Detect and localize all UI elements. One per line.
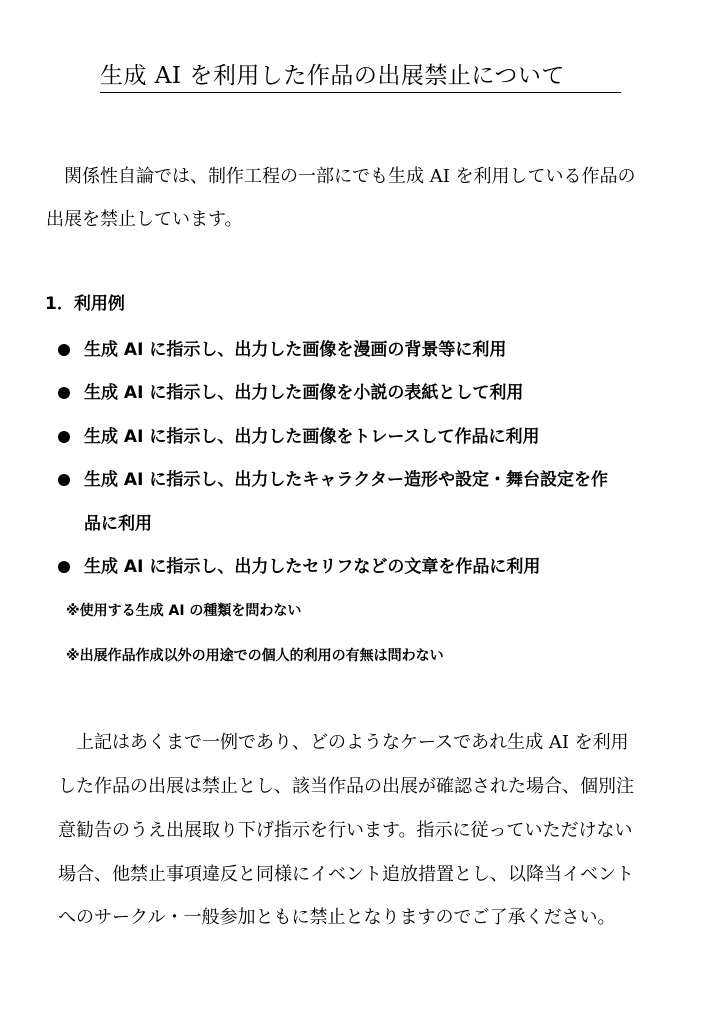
bullet-icon	[58, 431, 70, 443]
intro-line-2: 出展を禁止しています。	[46, 209, 243, 230]
list-item	[58, 382, 523, 404]
note-line-2: ※出展作品作成以外の用途での個人的利用の有無は問わない	[66, 648, 444, 664]
closing-line-1: 上記はあくまで一例であり、どのようなケースであれ生成 AI を利用	[58, 732, 629, 753]
list-item	[58, 339, 506, 361]
bullet-icon	[58, 474, 70, 486]
bullet-icon	[58, 344, 70, 356]
list-item	[58, 469, 608, 491]
bullet-icon	[58, 387, 70, 399]
closing-line-5: へのサークル・一般参加ともに禁止となりますのでご了承ください。	[58, 907, 616, 928]
document-title: 生成 AI を利用した作品の出展禁止について	[100, 63, 565, 89]
closing-line-4: 場合、他禁止事項違反と同様にイベント追放措置とし、以降当イベント	[58, 864, 634, 885]
note-line-1: ※使用する生成 AI の種類を問わない	[66, 603, 302, 619]
list-item	[58, 556, 540, 578]
bullet-icon	[58, 561, 70, 573]
list-item-text: 生成 AI に指示し、出力した画像を漫画の背景等に利用	[84, 340, 507, 360]
list-item	[58, 426, 539, 448]
list-item-text: 生成 AI に指示し、出力した画像をトレースして作品に利用	[84, 427, 540, 447]
list-item-text: 生成 AI に指示し、出力した画像を小説の表紙として利用	[84, 383, 524, 403]
list-item-text: 生成 AI に指示し、出力したセリフなどの文章を作品に利用	[84, 557, 541, 577]
intro-line-1: 関係性自論では、制作工程の一部にでも生成 AI を利用している作品の	[46, 166, 636, 187]
list-item-continuation: 品に利用	[84, 514, 152, 534]
list-item-text: 生成 AI に指示し、出力したキャラクター造形や設定・舞台設定を作	[84, 470, 608, 490]
section-heading: 1．利用例	[45, 294, 125, 314]
closing-line-3: 意勧告のうえ出展取り下げ指示を行います。指示に従っていただけない	[58, 820, 633, 841]
closing-line-2: した作品の出展は禁止とし、該当作品の出展が確認された場合、個別注	[58, 776, 634, 797]
title-underline	[100, 92, 621, 93]
